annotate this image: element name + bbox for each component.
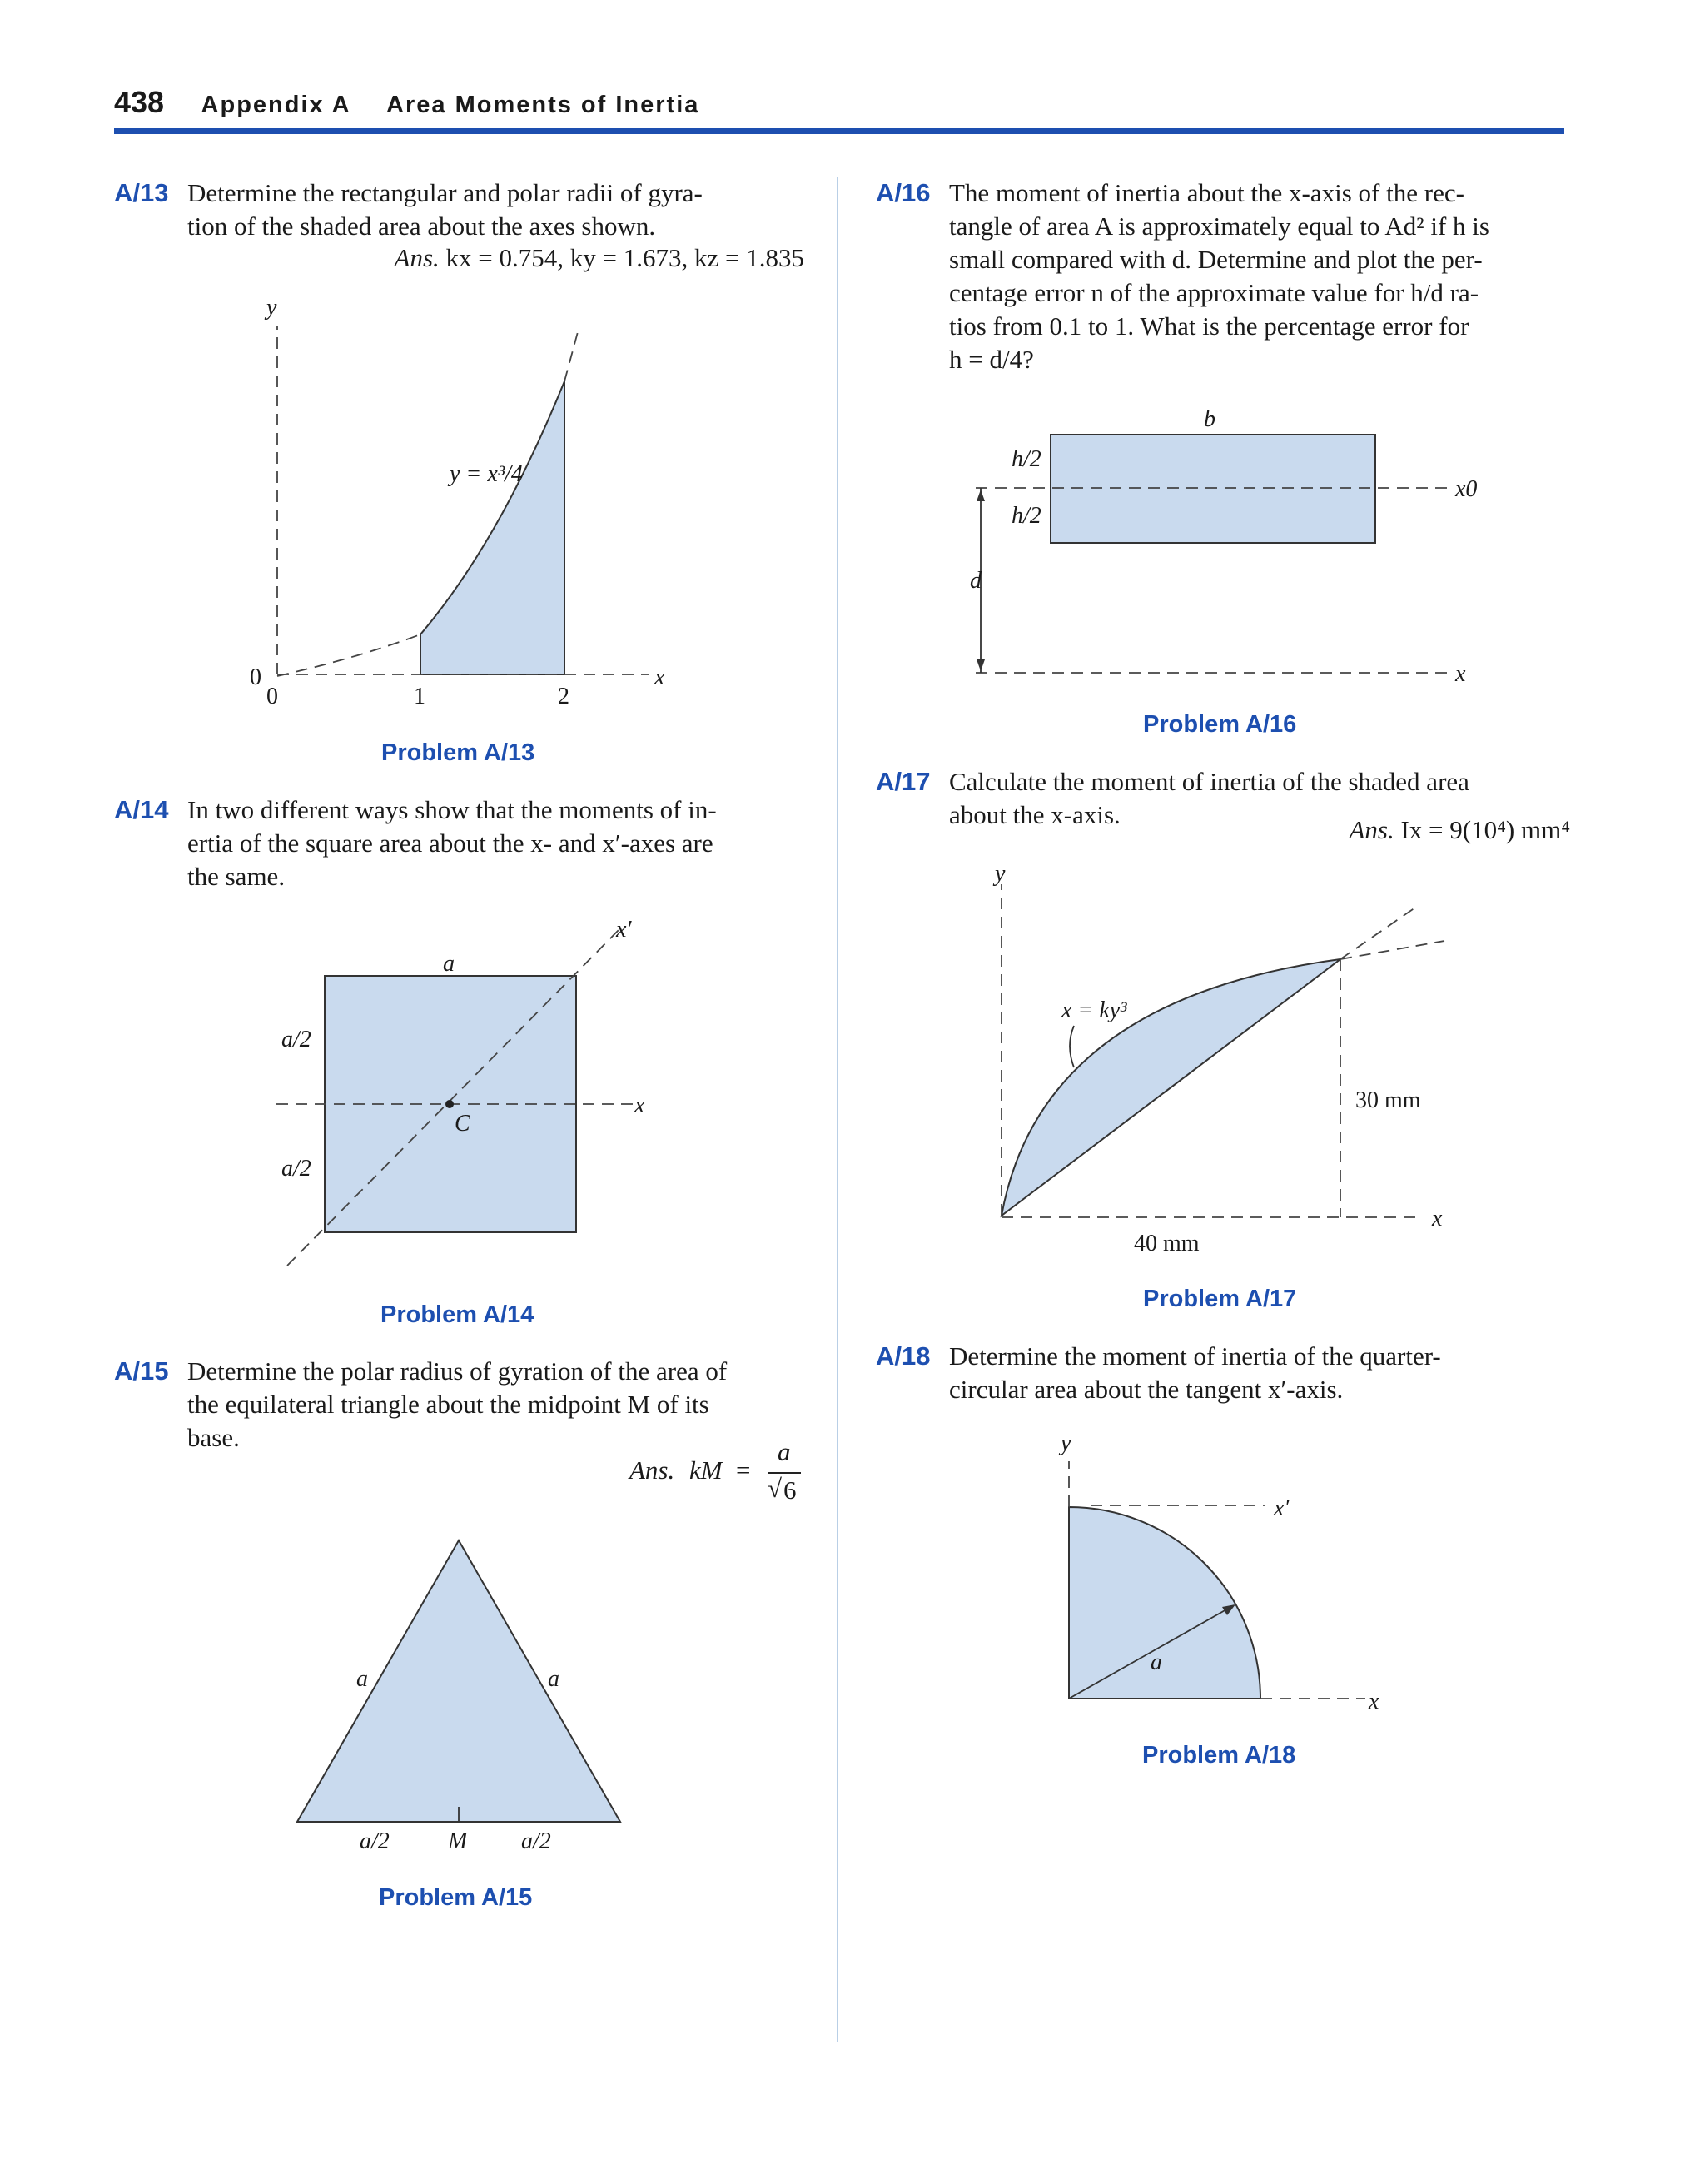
problem-text-line: centage error n of the approximate value for h/d ra- bbox=[949, 278, 1479, 307]
problem-text-line: tios from 0.1 to 1. What is the percentage error for bbox=[949, 311, 1469, 341]
x-axis-label: x bbox=[634, 1092, 645, 1118]
answer-prefix: Ans. bbox=[394, 243, 440, 272]
problem-text-line: Determine the rectangular and polar radii of gyra- bbox=[187, 178, 703, 207]
caption-a16: Problem A/16 bbox=[1143, 711, 1297, 738]
x-tick-1: 1 bbox=[414, 684, 425, 709]
problem-text-line: the same. bbox=[187, 862, 286, 891]
answer-variable: kM bbox=[689, 1455, 723, 1485]
problem-text-line: the equilateral triangle about the midpoint M of its bbox=[187, 1390, 709, 1419]
answer-text: kx = 0.754, ky = 1.673, kz = 1.835 bbox=[445, 243, 804, 272]
x-tick-0: 0 bbox=[266, 684, 278, 709]
base-right-label: a/2 bbox=[521, 1828, 551, 1854]
caption-a17: Problem A/17 bbox=[1143, 1286, 1297, 1312]
problem-number: A/15 bbox=[114, 1356, 169, 1386]
radius-label: a bbox=[1151, 1649, 1162, 1675]
problem-text-line: small compared with d. Determine and plot the per- bbox=[949, 245, 1483, 274]
half-top-label: a/2 bbox=[281, 1027, 311, 1052]
left-side-label: a bbox=[356, 1666, 368, 1692]
equals-sign: = bbox=[736, 1455, 751, 1485]
caption-a18: Problem A/18 bbox=[1142, 1742, 1296, 1769]
centroid-label: C bbox=[455, 1111, 470, 1137]
x-axis-label: x bbox=[1455, 661, 1466, 687]
x-prime-label: x′ bbox=[1274, 1495, 1290, 1521]
x-axis-label: x bbox=[1369, 1689, 1379, 1714]
height-label: 30 mm bbox=[1355, 1087, 1421, 1113]
page-number: 438 bbox=[114, 85, 165, 119]
origin-label: 0 bbox=[250, 664, 261, 690]
width-label: 40 mm bbox=[1134, 1231, 1200, 1256]
fraction-denominator: 6 bbox=[783, 1475, 797, 1505]
half-height-top-label: h/2 bbox=[1012, 446, 1041, 472]
y-axis-label: y bbox=[266, 295, 277, 321]
problem-text-line: The moment of inertia about the x-axis of the rec- bbox=[949, 178, 1464, 207]
caption-a15: Problem A/15 bbox=[379, 1884, 533, 1911]
problem-text-line: h = d/4? bbox=[949, 345, 1034, 374]
answer-prefix: Ans. bbox=[1349, 815, 1394, 844]
chapter-title: Area Moments of Inertia bbox=[386, 92, 700, 118]
x-tick-2: 2 bbox=[558, 684, 569, 709]
distance-label: d bbox=[970, 568, 982, 594]
half-bottom-label: a/2 bbox=[281, 1156, 311, 1182]
y-axis-label: y bbox=[1061, 1430, 1071, 1456]
problem-text-line: ertia of the square area about the x- and x′-axes are bbox=[187, 828, 713, 858]
base-left-label: a/2 bbox=[360, 1828, 390, 1854]
x0-label: x0 bbox=[1455, 476, 1478, 502]
curve-equation: x = ky³ bbox=[1061, 997, 1127, 1023]
x-prime-label: x′ bbox=[616, 917, 632, 943]
x-axis-label: x bbox=[1432, 1206, 1443, 1231]
problem-number: A/14 bbox=[114, 795, 169, 824]
right-side-label: a bbox=[548, 1666, 559, 1692]
problem-number: A/17 bbox=[876, 767, 931, 796]
answer-prefix: Ans. bbox=[629, 1455, 675, 1485]
curve-equation: y = x³/4 bbox=[450, 461, 523, 487]
caption-a13: Problem A/13 bbox=[381, 739, 535, 766]
problem-number: A/13 bbox=[114, 178, 169, 207]
problem-text-line: Determine the polar radius of gyration of the area of bbox=[187, 1356, 728, 1386]
appendix-label: Appendix A bbox=[201, 92, 351, 118]
sqrt-sign: √ bbox=[768, 1474, 783, 1503]
problem-text-line: Calculate the moment of inertia of the shaded area bbox=[949, 767, 1469, 796]
problem-text-line: circular area about the tangent x′-axis. bbox=[949, 1375, 1344, 1404]
problem-text-line: tion of the shaded area about the axes shown. bbox=[187, 211, 656, 241]
half-height-bottom-label: h/2 bbox=[1012, 503, 1041, 529]
problem-text-line: Determine the moment of inertia of the quarter- bbox=[949, 1341, 1441, 1371]
midpoint-label: M bbox=[448, 1828, 468, 1854]
problem-text-line: about the x-axis. bbox=[949, 800, 1121, 829]
width-label: b bbox=[1204, 406, 1215, 432]
fraction-numerator: a bbox=[778, 1437, 791, 1466]
problem-number: A/18 bbox=[876, 1341, 931, 1371]
quarter-circle-area bbox=[1069, 1507, 1260, 1699]
answer-text: Ix = 9(10⁴) mm⁴ bbox=[1400, 815, 1570, 844]
problem-number: A/16 bbox=[876, 178, 931, 207]
side-label: a bbox=[443, 951, 455, 977]
problem-text-line: tangle of area A is approximately equal to Ad² if h is bbox=[949, 211, 1489, 241]
y-axis-label: y bbox=[995, 861, 1006, 887]
caption-a14: Problem A/14 bbox=[380, 1301, 534, 1328]
x-axis-label: x bbox=[654, 664, 665, 690]
problem-text-line: In two different ways show that the moments of in- bbox=[187, 795, 717, 824]
problem-text-line: base. bbox=[187, 1423, 240, 1452]
